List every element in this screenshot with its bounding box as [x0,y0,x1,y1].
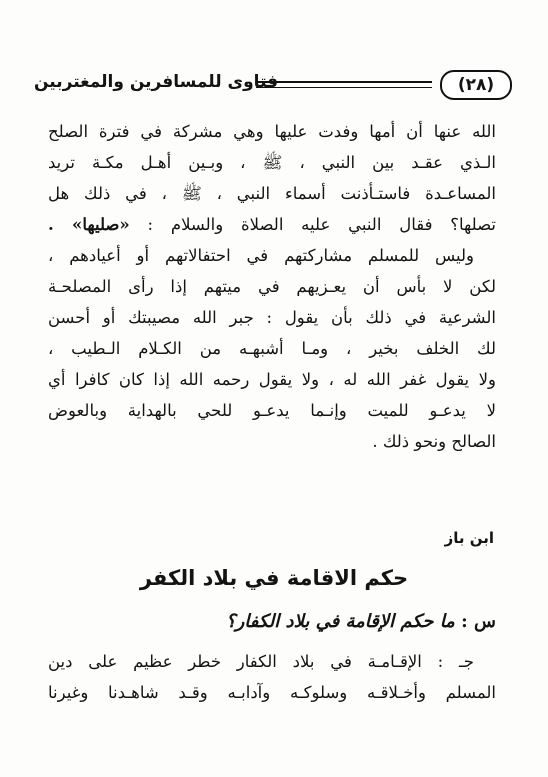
body-line: الـذي عقـد بين النبي ، ﷺ ، وبـين أهـل مكـة تريد [48,153,496,172]
answer-line: جـ : الإقـامـة في بلاد الكفار خطر عظيم على دين [48,652,474,671]
running-title: فتاوى للمسافرين والمغتربين [34,72,279,92]
body-line: الصالح ونحو ذلك . [372,432,496,451]
author-signature: ابن باز [444,529,494,547]
body-line: المساعـدة فاستـأذنت أسماء النبي ، ﷺ ، في ذلك هل [48,184,496,203]
question [226,606,496,638]
body-text [48,116,496,457]
body-line: لا يدعـو للميت وإنـما يدعـو للحي بالهداية وبالعوض [48,401,496,420]
body-line: لك الخلف بخير ، ومـا أشبهـه من الكـلام الـطيب ، [48,339,496,358]
question-text: ما حكم الإقامة في بلاد الكفار؟ [226,611,455,632]
body-line: لكن لا بأس أن يعـزيهم في ميتهم إذا رأى المصلحـة [48,277,496,296]
question-prefix: س : [461,611,496,632]
hadith-quote: «صليها» . [48,215,130,234]
body-line: ولا يقول غفر الله له ، ولا يقول رحمه الله إذا كان كافرا أي [48,370,496,389]
body-line: وليس للمسلم مشاركتهم في احتفالاتهم أو أعيادهم ، [48,246,474,265]
body-line: الله عنها أن أمها وفدت عليها وهي مشركة في فترة الصلح [48,122,496,141]
answer-line: المسلم وأخـلاقـه وسلوكـه وآدابـه وقـد شاهـدنا وغيرنا [48,683,496,702]
body-line-text: تصلها؟ فقال النبي عليه الصلاة والسلام : [147,215,496,234]
body-line: الشرعية في ذلك بأن يقول : جبر الله مصيبتك أو أحسن [48,308,496,327]
page-header [34,64,514,104]
body-line [48,209,496,240]
answer [48,646,496,708]
page-number: (٢٨) [440,70,512,100]
header-rule [256,81,432,88]
section-title: حكم الاقامة في بلاد الكفر [139,566,409,590]
